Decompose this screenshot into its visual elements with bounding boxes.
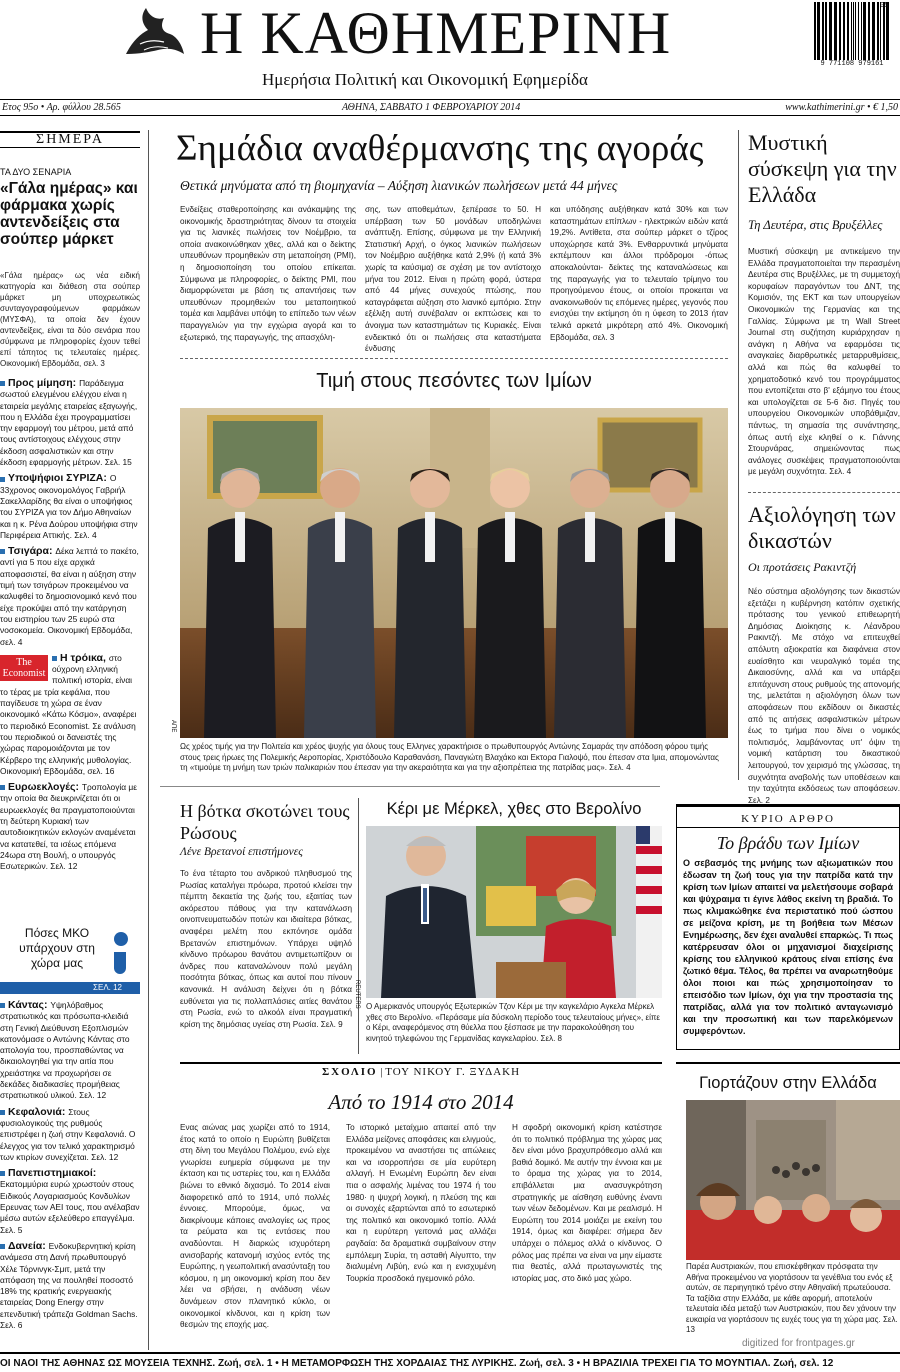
- barcode-number: 9 771108 979161: [820, 60, 884, 68]
- economist-badge: The Economist: [0, 655, 48, 681]
- right-story1-text: Μυστική σύσκεψη με αντικείμενο την Ελλάδα πραγματοποιείται την περασμένη Δευτέρα στις Βρυξέλλες, με τη συμμετοχή κορυφαίων παραγόντων του ΔΝΤ, της Κομισιόν, της ΕΚΤ και των υπουργείων Οικονομικών της Γερμανίας και της Γαλλίας. Σύμφωνα με τη Wall Street Journal στη συζήτηση κυριάρχησαν η ανάγκη η Αθήνα να εφαρμόσει τις αναγκαίες διαρθρωτικές μεταρρυθμίσεις, αλλά και πώς θα καλυφθεί το χρηματοδοτικό κενό του προγράμματος που εντοπίζεται στο β' εξάμηνο του έτους και υπολογίζεται σε 5-6 δισ. Πηγές του υπουργείου Οικονομικών υποβάθμιζαν, πάντως, τη σημασία της συνάντησης, όπως αυτή είχε κληθεί ο κ. Γιάννης Στουρνάρας, σημειώνοντας πως ανάλογες συσκέψεις πραγματοποιούνται με μεγάλη συχνότητα. Σελ. 4: [748, 247, 900, 477]
- comment-col-2: Το ιστορικό μεταίχμιο απαιτεί από την Ελλάδα μείζονες αποφάσεις και ελιγμούς, προκειμένου να αναστήσει τις απώλειες και να ισορροπήσει σε μία ευρύτερη αλλαγή. Η Ενωμένη Ευρώπη δεν είναι πια ο ασφαλής λιμένας του 1974 ή του 1980· η ψυχρή λογική, η πλεύση της και οι συνοχές εξαρτώνται από το εσωτερικό της πολιτικό και οικονομικό τοπίο. Αλλά και η ευρύτερη γειτονιά μας αλλάζει ραγδαία: δα δραματικά συμβαίνουν στην εμπόλεμη Συρία, τη ασταθή Αίγυπτο, την διαλυμένη Λιβύη, ενώ και η ενισχυμένη Τουρκία προσδοκά ηγεμονικό ρόλο.: [346, 1123, 496, 1283]
- barcode-bar: [825, 2, 827, 60]
- brief-lead: Δανεία:: [8, 1239, 49, 1252]
- brief-lead: Υποψήφιοι ΣΥΡΙΖΑ:: [8, 472, 110, 485]
- watermark: digitized for frontpages.gr: [742, 1338, 855, 1349]
- barcode-bar: [853, 2, 854, 60]
- barcode-bar: [843, 2, 845, 60]
- brief-text: στο ούχρονη ελληνική πολιτική ιστορία, είναι το τέρας με τρία κεφάλια, που παγίδευσε τη χώρα σε έναν οικονομικό «Κάτω Κόσμο», αναφέρει το περιοδικό Economist. Σε ανάλυση του περιοδικού οι δανειστές της χώρας παρομοιάζονται με τον Κέρβερο της ελληνικής μυθολογίας. Οικονομική Εβδομάδα, σελ. 16: [0, 652, 137, 776]
- bullet-icon: [0, 477, 5, 482]
- brief-text: Υψηλόβαθμος στρατιωτικός και πρόσωπα-κλειδιά στη Γενική Διεύθυνση Εξοπλισμών κατονόμασε ο Αντώνης Κάντας στο απολογία του, προσπαθώντας να δικαιολογηθεί για την αιτία που χρειάστηκε να προχωρήσει σε δεκάδες διαδικασίες προμήθειας στρατιωτικού υλικού. Σελ. 12: [0, 1000, 130, 1101]
- brief-item: [0, 1000, 140, 1102]
- mko-ad-title: Πόσες ΜΚΟ υπάρχουν στη χώρα μας: [19, 926, 95, 970]
- comma-icon: [114, 952, 126, 974]
- editorial-label: ΚΥΡΙΟ ΑΡΘΡΟ: [741, 813, 835, 825]
- barcode-bar: [829, 2, 832, 60]
- celebrate-headline: Γιορτάζουν στην Ελλάδα: [699, 1074, 877, 1092]
- comment-col-1: Ενας αιώνας μας χωρίζει από το 1914, έτος κατά το οποίο η Ευρώπη βυθίζεται στη δίνη του Μεγάλου Πολέμου, ενώ είχε γνωρίσει ευημερία σύμφωνα με την έκταση και τις υστερίες του, και η Ελλάδα βιώνει το εθνικό διχασμό. Το 2014 είναι διαφορετικό από το 1914, υπό πολλές έννοιες. Μπορούμε, όμως, να διακρίνουμε κάποιες αναλογίες ως προς τα ρεύματα και τις εντάσεις που αναδύονται. Η διαρκώς ισχυρότερη ανισοβαρής κατανομή ισχύος εντός της Ευρώπης, η γεωπολιτική ανασύνταξη του κόσμου, η μη οικονομική κρίση που δεν λέει να σβήσει, η ανάδυση νέων δυνάμεων στον πλανητικό κύκλο, οι οικονομικοί κίνδυνοι, και η κρίση των θεσμών της εποχής μας.: [180, 1123, 330, 1330]
- photo-headline: Τιμή στους πεσόντες των Ιμίων: [316, 370, 592, 392]
- brief-text: Ενδοκυβερνητική κρίση ανάμεσα στη Δανή πρωθυπουργό Χέλε Τόρνινγκ-Σμιτ, μετά την απόφαση της να πουληθεί ποσοστό 18% της κρατικής ενεργειακής εταιρείας Dong Energy στην επενδυτική τράπεζα Goldman Sachs. Σελ. 6: [0, 1240, 138, 1331]
- left-kicker: ΤΑ ΔΥΟ ΣΕΝΑΡΙΑ: [0, 167, 72, 177]
- masthead-title: Η ΚΑΘΗΜΕΡΙΝΗ: [200, 0, 672, 66]
- barcode-bar: [880, 2, 881, 60]
- editorial-text: Ο σεβασμός της μνήμης των αξιωματικών που έδωσαν τη ζωή τους για την πατρίδα κατά την κρίση των Ιμίων απαιτεί να μελετήσουμε σοβαρά και ψύχραιμα τι έγινε λάθος εκείνη τη βραδιά. Το πως κλιμακώθηκε ένα περιστατικό πού ώσπου σε μείζονα κρίση, με τη βοήθεια των Μέσων Ενημέρωσης, δεν έχει αναλυθεί επαρκώς. Τι πως κατέρρευσαν όλοι οι μηχανισμοί διαχείρισης κρίσης του ελληνικού κράτους είναι επίσης ένα ζωτικό θέμα. Τέλος, θα πρέπει να αναρωτηθούμε όλοι ποιοι και πώς χρησιμοποίησαν το επεισόδιο των Ιμίων, όχι για την προστασία της πατρίδας, αλλά για τον πολιτικό ανταγωνισμό και την προσωπική και των παρελκόμενων συμφερόντων.: [683, 858, 893, 1036]
- comment-headline: Από το 1914 στο 2014: [328, 1090, 514, 1114]
- brief-lead: Πανεπιστημιακοί:: [8, 1167, 97, 1180]
- person-shirt: [665, 512, 675, 562]
- mko-ad-page: ΣΕΛ. 12: [0, 982, 140, 994]
- barcode-bar: [883, 2, 885, 60]
- celebrate-caption: Παρέα Αυστριακών, που επισκέφθηκαν πρόσφατα την Αθήνα προκειμένου να γιορτάσουν τα γενέθλια του ενός εξ αυτών, σε περιηγητικό τρένο στην Αθηναϊκή πρωτεύουσα. Τα ταξίδια στην Ελλάδα, με κάθε αφορμή, αποτελούν τελευταία ιδέα μεταξύ των Αυστριακών, που δεν χάνουν την ευκαιρία να γιορτάσουν τις ευχές τους για τη χώρα μας. Σελ. 13: [686, 1262, 898, 1334]
- bullet-icon: [0, 1003, 5, 1008]
- barcode-bar: [822, 2, 824, 60]
- barcode-bar: [834, 2, 837, 60]
- section-today: ΣΗΜΕΡΑ: [0, 131, 140, 148]
- right-story1-subhead: Τη Δευτέρα, στις Βρυξέλλες: [748, 218, 883, 232]
- brief-item: [0, 378, 140, 468]
- brief-lead: Τσιγάρα:: [8, 545, 56, 558]
- brief-lead: Κάντας:: [8, 999, 51, 1011]
- bullet-icon: [0, 785, 5, 790]
- brief-text: Ο 33χρονος οικονομολόγος Γαβριήλ Σακελλαρίδης θα είναι ο υποψήφιος του ΣΥΡΙΖΑ για τον Δήμο Αθηναίων και η κ. Ρένα Δούρου υποψήφια στην Περιφέρεια Αττικής. Σελ. 4: [0, 473, 138, 540]
- right-story1-headline: Μυστική σύσκεψη για την Ελλάδα: [748, 130, 897, 207]
- brief-text: Εκατομμύρια ευρώ χρωστούν στους Ειδικούς Λογαριασμούς Κονδυλίων Ερευνας των ΑΕΙ τους, που ανέλαβαν μέσω αυτών εξελεύθερο επαγγέλμα. Σελ. 5: [0, 1179, 140, 1235]
- main-headline: Σημάδια αναθέρμανσης της αγοράς: [176, 128, 704, 169]
- brief-item: [0, 1241, 140, 1331]
- comment-author: ΤΟΥ ΝΙΚΟΥ Γ. ΞΥΔΑΚΗ: [385, 1066, 521, 1078]
- barcode-bar: [863, 2, 866, 60]
- comment-label: ΣΧΟΛΙΟ: [321, 1066, 378, 1078]
- mko-ad[interactable]: [0, 922, 140, 994]
- kerry-photo-credit: REUTERS: [354, 980, 360, 1009]
- vodka-headline: Η βότκα σκοτώνει τους Ρώσους: [180, 801, 350, 843]
- kathimerini-logo-icon: [118, 4, 188, 64]
- imia-photo: [180, 408, 728, 738]
- left-lead-text: «Γάλα ημέρας» ως νέα ειδική κατηγορία και διάθεση στα σούπερ μάρκετ μη υποχρεωτικώς συνταγογραφούμενων φαρμάκων (ΜΥΣΦΑ), τα οποία δεν έχουν αντενδείξεις, είναι τα δύο σενάρια που σύμφωνα με πληροφορίες έχουν τεθεί επί τάπητος τις τελευταίες ημέρες. Οικονομική Εβδομάδα, σελ. 3: [0, 271, 140, 368]
- main-col-3: και υπόδησης αυξήθηκαν κατά 30% και των καταστημάτων επίπλων - ηλεκτρικών ειδών κατά 19,2%. Αντίθετα, στα σούπερ μάρκετ ο τζίρος υποχώρησε κατά 3%. Ενθαρρυντικά μηνύματα εκπέμπουν και άλλοι πρόδρομοι -όπως αποκαλούνται- δείκτες της καταναλώσεως και της παραγωγής για το τελευταίο τρίμηνο του προηγούμενου έτους, οι οποίοι προκειται να ανακοινωθούν τις επόμενες ημέρες, γεγονός που ενισχύει την εκτίμηση ότι η ύφεση το 2013 ήταν τελικά αρκετά μικρότερη από 4%. Οικονομική Εβδομάδα, σελ. 3: [550, 205, 728, 342]
- barcode-bar: [861, 2, 862, 60]
- right-story2-headline: Αξιολόγηση των δικαστών: [748, 502, 896, 553]
- photo-credit: ΑΠΕ: [170, 720, 176, 733]
- vodka-subhead: Λένε Βρετανοί επιστήμονες: [180, 846, 303, 858]
- bullet-icon: [52, 656, 57, 661]
- site-price: www.kathimerini.gr • € 1,50: [785, 102, 898, 113]
- left-briefs-2: [0, 1000, 140, 1350]
- brief-item: [0, 1107, 140, 1163]
- brief-lead: Προς μίμηση:: [8, 377, 80, 389]
- issue-number: Ετος 95ο • Αρ. φύλλου 28.565: [2, 102, 121, 113]
- barcode-bar: [877, 2, 879, 60]
- person-shirt: [585, 512, 595, 562]
- comment-col-3: Η σφοδρή οικονομική κρίση κατέστησε ότι το πολιτικό πρόβλημα της χώρας μας δεν είναι μόνο βραχυπρόθεσμο αλλά και βαθιά δομικό. Με αυτήν την έννοια και με το όραμα της χώρας για το 2014, επιβάλλεται μια ανασυγκρότηση στρατηγικής με αίσθηση ευθύνης έναντι των νέων δεδομένων. Και με ρεαλισμό. Η Ευρώπη του 2014 μοιάζει με εκείνη του 1914, όμως και διαφέρει: σήμερα δεν υπάρχει ο πόλεμος αλλά ο κίνδυνος. Ο ρόλος μας πρέπει να είναι να μην είμαστε πια θεατές, αλλά πρωταγωνιστές της ιστορίας μας, στο δικό μας χώρο.: [512, 1123, 662, 1283]
- photo-caption: Ως χρέος τιμής για την Πολιτεία και χρέος ψυχής για όλους τους Ελληνες χαρακτήρισε ο πρωθυπουργός Αντώνης Σαμαράς την απόδοση φόρου τιμής στους τρεις ήρωες της Πολεμικής Αεροπορίας, Χριστόδουλο Καραθανάση, Παναγιώτη Βλαχάκο και Εκτορα Γιαλοψό, που έπεσαν στα Ιμια, απομονώντας τη «τιμούμε τη μνήμη των τριών παλικαριών που έπεσαν για την ακεραιότητα και για την αξιοπρέπεια της πατρίδας μας». Σελ. 4: [180, 742, 719, 772]
- main-col-1: Ενδείξεις σταθεροποίησης και ανάκαμψης της οικονομικής δραστηριότητας δίνουν τα στοιχεία για τις λιανικές πωλήσεις τον Νοέμβριο, τα οποία ανακοινώθηκαν χθες, αλλά και ο δείκτης υπευθύνων προμηθειών στη μεταποίηση (PMI), η δημοσιοποίηση του οποίου επίκειται. Σύμφωνα με πληροφορίες, ο δείκτης PMI, που διαμορφώνεται με βάση τις απαντήσεις των υπευθύνων προμηθειών του μεταποιητικού τομέα και λαμβάνει υπόψη το επίπεδο των νέων παραγγελιών για την εγχώρια αγορά και το εξωτερικό, της παραγωγής, της απασχόλη-: [180, 205, 356, 342]
- brief-lead: Η τρόικα,: [60, 651, 109, 664]
- barcode-bar: [855, 2, 856, 60]
- brief-text: Παράδειγμα σωστού ελεγμένου ελέγχου είναι η εταιρεία μεγάλης εταιρείας εξαγωγής, που η Ελλάδα έχει προγραμματίσει την εφαρμογή του μέτρου, μετά από τους αντίστοιχους ελέγχους στην έκδοση ασφαλιστικών και στην έκδοση εφαρμογής μέτρων. Σελ. 15: [0, 378, 138, 468]
- brief-item: [0, 1168, 140, 1236]
- barcode-bar: [868, 2, 870, 60]
- barcode-issue: 05: [880, 2, 889, 10]
- barcode-bar: [839, 2, 841, 60]
- barcode-bar: [814, 2, 816, 60]
- person-shirt: [505, 512, 515, 562]
- bottom-strip: ΟΙ ΝΑΟΙ ΤΗΣ ΑΘΗΝΑΣ ΩΣ ΜΟΥΣΕΙΑ ΤΕΧΝΗΣ. Ζωή, σελ. 1 • Η ΜΕΤΑΜΟΡΦΩΣΗ ΤΗΣ ΧΟΡΔΑΙΑΣ ΤΗΣ ΛΥΡΙΚΗΣ. Ζωή, σελ. 3 • Η ΒΡΑΖΙΛΙΑ ΤΡΕΧΕΙ ΓΙΑ ΤΟ ΜΟΥΝΤΙΑΛ. Ζωή, σελ. 12: [0, 1358, 834, 1369]
- brief-text: Δέκα λεπτά το πακέτο, αντί για 5 που είχε αρχικά αποφασιστεί, θα είναι η αύξηση στην τιμή των τσιγάρων προκειμένου να καλυφθεί το δημοσιονομικό κενό που είχε προκύψει από την κατάργηση του ειστηρίου των 25 ευρώ στα νοσοκομεία. Οικονομική Εβδομάδα, σελ. 4: [0, 546, 139, 647]
- barcode-bar: [817, 2, 820, 60]
- brief-item: [0, 653, 140, 777]
- person-shirt: [235, 512, 245, 562]
- dateline: [0, 99, 900, 116]
- barcode-bar: [886, 2, 889, 60]
- brief-lead: Κεφαλονιά:: [8, 1105, 69, 1118]
- right-story2-subhead: Οι προτάσεις Ρακιντζή: [748, 560, 857, 574]
- editorial-box: [676, 804, 900, 1050]
- brief-lead: Ευρωεκλογές:: [8, 781, 82, 794]
- comment-byline: ΣΧΟΛΙΟ | ΤΟΥ ΝΙΚΟΥ Γ. ΞΥΔΑΚΗ: [321, 1066, 521, 1078]
- main-subhead: Θετικά μηνύματα από τη βιομηχανία – Αύξηση λιανικών πωλήσεων μετά 44 μήνες: [180, 178, 618, 193]
- masthead-subtitle: Ημερήσια Πολιτική και Οικονομική Εφημερίδα: [262, 70, 588, 89]
- brief-item: [0, 473, 140, 541]
- bullet-icon: [0, 1171, 5, 1176]
- barcode-bar: [872, 2, 875, 60]
- editorial-headline: Το βράδυ των Ιμίων: [716, 833, 860, 853]
- barcode-bar: [858, 2, 859, 60]
- issue-date: ΑΘΗΝΑ, ΣΑΒΒΑΤΟ 1 ΦΕΒΡΟΥΑΡΙΟΥ 2014: [342, 102, 521, 113]
- brief-text: Τροπολογία με την οποία θα διευκρινίζεται ότι οι ευρωεκλογές θα πραγματοποιούνται τη δεύτερη Κυριακή των αυτοδιοικητικών εκλογών αναμένεται να κατατεθεί, τα ισέως επόμενα 24ωρα στη Βουλή, ο υπουργός Εσωτερικών. Σελ. 12: [0, 782, 137, 872]
- kerry-merkel-photo: [366, 826, 662, 998]
- dot-icon: [114, 932, 128, 946]
- person-shirt: [425, 512, 435, 562]
- brief-item: [0, 782, 140, 872]
- barcode-bar: [851, 2, 852, 60]
- vodka-text: Το ένα τέταρτο του ανδρικού πληθυσμού της Ρωσίας καταλήγει πρόωρα, προτού κλείσει την πέμπτη δεκαετία της ζωής του, εξαιτίας των ακόρεστου πάθους για την κατανάλωση οινοπνευματωδών ποτών και ιδιαίτερα βότκας, αναφέρει μελέτη που εκπόνησε ομάδα Βρετανών επιστημόνων. Υπάρχει υψηλό κίνδυνο πρόωρου θανάτου αντιμετωπίζουν οι άνδρες που καταναλώνουν πολύ μεγάλη ποσότητα βότκας, όπως και αυτοί που πίνουν κανονικά. Η ανάλυση δείχνει ότι η βότκα ευθύνεται για τις πολλαπλάσιες αιτίες θανάτου στη Ρωσία, ενώ το αλκοόλ είναι πραγματική κρίση της δημόσιας υγείας στη Ρωσία. Σελ. 9: [180, 869, 352, 1029]
- celebrate-photo: [686, 1100, 900, 1260]
- left-briefs: [0, 378, 140, 908]
- bullet-icon: [0, 1244, 5, 1249]
- brief-item: [0, 546, 140, 648]
- main-col-2: σης, των αποθεμάτων, ξεπέρασε το 50. Η υπέρβαση των 50 μονάδων υποδηλώνει ανάπτυξη. Επίσης, σύμφωνα με την Ελληνική Στατιστική Αρχή, ο όγκος λιανικών πωλήσεων τον Νοέμβριο αυξήθηκε κατά 2,9% (ή κατά 3% χωρίς τα καύσιμα) σε σχέση με τον αντίστοιχο μήνα του 2012. Είναι η πρώτη φορά, ύστερα από 44 μήνες συνεχούς πτώσης, που καταγράφεται αύξηση στο λιανικό εμπόριο. Στην εξέλιξη αυτή συνέβαλαν οι εκπτώσεις και το άνοιγμα των καταστημάτων τις Κυριακές. Είναι ενδεικτικό ότι οι πωλήσεις στα καταστήματα ένδυσης: [365, 205, 541, 354]
- right-story2-text: Νέο σύστημα αξιολόγησης των δικαστών εξετάζει η κυβέρνηση κατόπιν σχετικής πρότασης του γενικού επιθεωρητή Δημόσιας Διοίκησης κ. Λέανδρου Ρακιντζή. Με στόχο να επιτευχθεί απόλυτη αξιοκρατία και διαφάνεια στον ευαίσθητο και νευραλγικό τομέα της Δικαιοσύνης, αλλά και να υπάρξει επιτάχυνση στους ρυθμούς της απονομής της, μελετάται η αξιολόγηση όλων των αποφάσεων που εκδίδουν οι δικαστές από τις αιτήσεις ασφαλιστικών μέτρων έως το τμήμα που δίνει ο νομικός πολιτισμός, λαμβάνοντας υπ' όψιν τη νομική κατάρτιση του δικαστικού λειτουργού, τον χειρισμό της γλώσσας, τη συχνότητα αναβολής των υποθέσεων και την ταχύτητα εκδόσεως των αποφάσεων. Σελ. 2: [748, 587, 900, 805]
- kerry-caption: Ο Αμερικανός υπουργός Εξωτερικών Τζον Κέρι με την καγκελάριο Αγκελα Μέρκελ χθες στο Βερολίνο. «Περάσαμε μία δύσκολη περίοδο τους τελευταίους μήνες», είπε ο Κέρι, αναφερόμενος στη θύελλα που ξέσπασε με την παρακολούθηση του κινητού τηλεφώνου της Γερμανίδας καγκελαρίου. Σελ. 8: [366, 1002, 660, 1043]
- bullet-icon: [0, 381, 5, 386]
- person-shirt: [335, 512, 345, 562]
- barcode-bar: [847, 2, 849, 60]
- bullet-icon: [0, 549, 5, 554]
- bullet-icon: [0, 1110, 5, 1115]
- kerry-headline: Κέρι με Μέρκελ, χθες στο Βερολίνο: [386, 800, 642, 818]
- left-headline: «Γάλα ημέρας» και φάρμακα χωρίς αντενδείξεις στα σούπερ μάρκετ: [0, 180, 138, 248]
- barcode: [812, 2, 890, 60]
- brief-text: Στους φυσιολογικούς της ρυθμούς επιστρέφει η ζωή στην Κεφαλονιά. Ο έλεγχος για τον τελικό χαρακτηρισμό των κτιρίων συνεχίζεται. Σελ. 12: [0, 1106, 136, 1162]
